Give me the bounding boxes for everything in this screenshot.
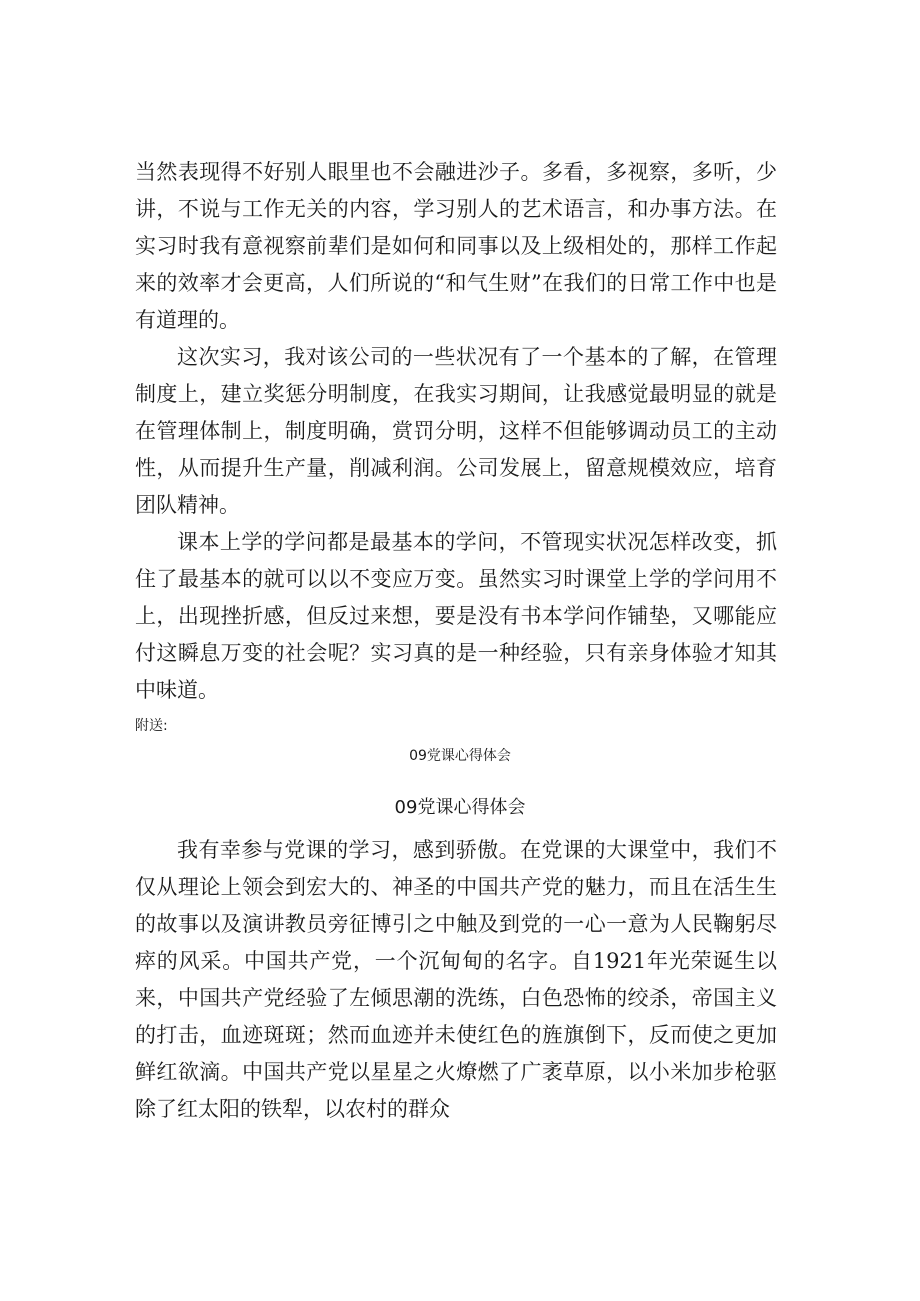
internship-text-block xyxy=(135,154,777,709)
appendix-main-title: 09党课心得体会 xyxy=(394,797,526,818)
paragraph-continuation: 当然表现得不好别人眼里也不会融进沙子。多看，多视察，多听，少讲，不说与工作无关的内容，学习别人的艺术语言，和办事方法。在实习时我有意视察前辈们是如何和同事以及上级相处的，那样工作起来的效率才会更高，人们所说的“和气生财”在我们的日常工作中也是有道理的。 xyxy=(135,160,777,332)
party-lesson-text-block xyxy=(135,832,777,1128)
appendix-label: 附送: xyxy=(135,718,168,734)
appendix-small-title: 09党课心得体会 xyxy=(409,748,511,764)
paragraph-party-lesson: 我有幸参与党课的学习，感到骄傲。在党课的大课堂中，我们不仅从理论上领会到宏大的、神圣的中国共产党的魅力，而且在活生生的故事以及演讲教员旁征博引之中触及到党的一心一意为人民鞠躬尽瘁的风采。中国共产党，一个沉甸甸的名字。自1921年光荣诞生以来，中国共产党经验了左倾思潮的洗练，白色恐怖的绞杀，帝国主义的打击，血迹斑斑；然而血迹并未使红色的旌旗倒下，反而使之更加鲜红欲滴。中国共产党以星星之火燎燃了广袤草原，以小米加步枪驱除了红太阳的铁犁，以农村的群众 xyxy=(135,838,777,1121)
paragraph-management: 这次实习，我对该公司的一些状况有了一个基本的了解，在管理制度上，建立奖惩分明制度，在我实习期间，让我感觉最明显的就是在管理体制上，制度明确，赏罚分明，这样不但能够调动员工的主动性，从而提升生产量，削减利润。公司发展上，留意规模效应，培育团队精神。 xyxy=(135,345,777,517)
paragraph-knowledge: 课本上学的学问都是最基本的学问，不管现实状况怎样改变，抓住了最基本的就可以以不变应万变。虽然实习时课堂上学的学问用不上，出现挫折感，但反过来想，要是没有书本学问作铺垫，又哪能应付这瞬息万变的社会呢？实习真的是一种经验，只有亲身体验才知其中味道。 xyxy=(135,530,777,702)
